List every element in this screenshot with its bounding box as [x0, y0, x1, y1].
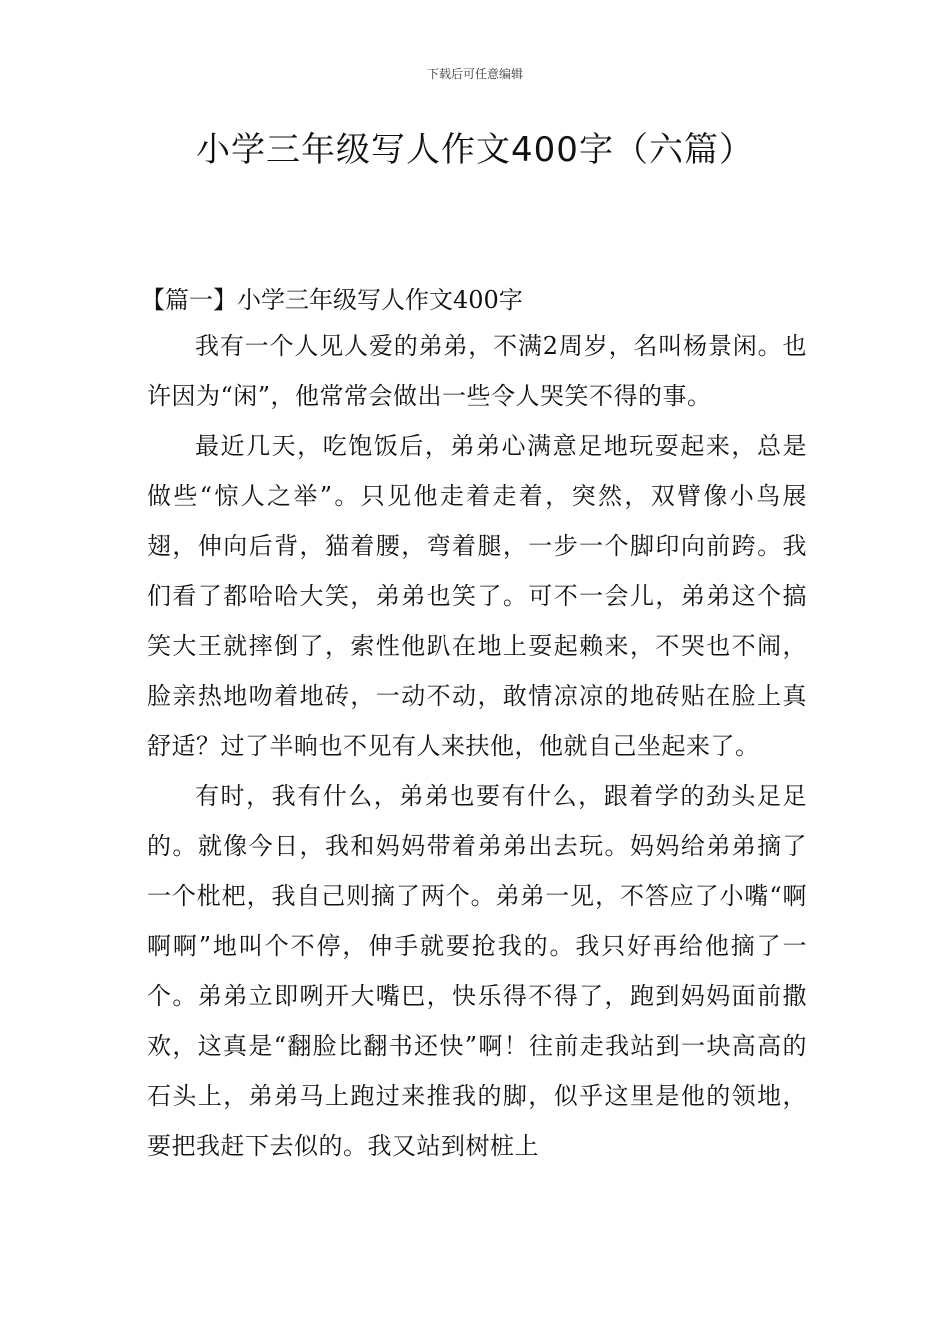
- paragraph-2: 最近几天，吃饱饭后，弟弟心满意足地玩耍起来，总是做些“惊人之举”。只见他走着走着，突然，双臂像小鸟展翅，伸向后背，猫着腰，弯着腿，一步一个脚印向前跨。我们看了都哈哈大笑，弟弟也笑了。可不一会儿，弟弟这个搞笑大王就摔倒了，索性他趴在地上耍起赖来，不哭也不闹，脸亲热地吻着地砖，一动不动，敢情凉凉的地砖贴在脸上真舒适？过了半晌也不见有人来扶他，他就自己坐起来了。: [147, 432, 807, 760]
- document-title: 小学三年级写人作文400字（六篇）: [196, 130, 754, 170]
- paragraph-1: 我有一个人见人爱的弟弟，不满2周岁，名叫杨景闲。也许因为“闲”，他常常会做出一些令人哭笑不得的事。: [147, 332, 807, 410]
- paragraph-3: 有时，我有什么，弟弟也要有什么，跟着学的劲头足足的。就像今日，我和妈妈带着弟弟出去玩。妈妈给弟弟摘了一个枇杷，我自己则摘了两个。弟弟一见，不答应了小嘴“啊啊啊”地叫个不停，伸手就要抢我的。我只好再给他摘了一个。弟弟立即咧开大嘴巴，快乐得不得了，跑到妈妈面前撒欢，这真是“翻脸比翻书还快”啊！往前走我站到一块高高的石头上，弟弟马上跑过来推我的脚，似乎这里是他的领地，要把我赶下去似的。我又站到树桩上: [147, 782, 807, 1160]
- header-note: 下载后可任意编辑: [426, 67, 523, 81]
- section-heading: 【篇一】小学三年级写人作文400字: [141, 286, 523, 314]
- document-body: [141, 279, 807, 1171]
